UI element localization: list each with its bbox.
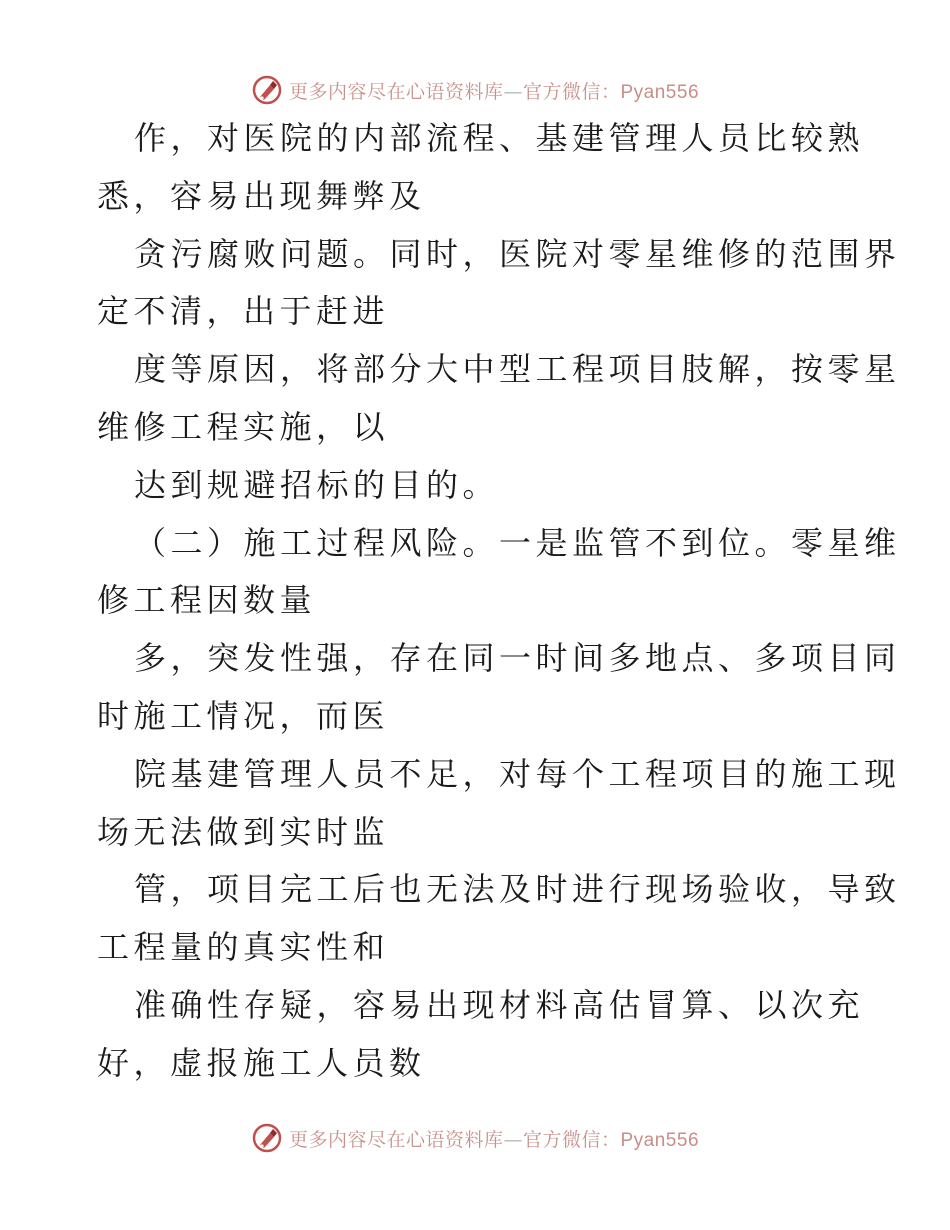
text-line: 维修工程实施，以 bbox=[97, 408, 390, 446]
watermark-wechat-id: Pyan556 bbox=[620, 1129, 700, 1151]
text-line: 工程量的真实性和 bbox=[97, 928, 390, 967]
text-line: 准确性存疑，容易出现材料高估冒算、以次充 bbox=[134, 986, 865, 1024]
text-line: 多，突发性强，存在同一时间多地点、多项目同 bbox=[134, 639, 901, 678]
watermark-text bbox=[289, 1125, 699, 1152]
text-line: 度等原因，将部分大中型工程项目肢解，按零星 bbox=[134, 350, 901, 389]
watermark-site-name: 更多内容尽在心语资料库 bbox=[288, 80, 504, 103]
pen-logo-icon bbox=[251, 74, 283, 106]
text-line: 管，项目完工后也无法及时进行现场验收，导致 bbox=[134, 870, 901, 909]
pen-logo-icon bbox=[251, 1122, 283, 1154]
text-line: 修工程因数量 bbox=[97, 581, 317, 620]
text-line: 场无法做到实时监 bbox=[97, 812, 390, 851]
watermark-separator: — bbox=[503, 80, 523, 103]
text-line: 时施工情况，而医 bbox=[97, 697, 390, 735]
watermark-separator: — bbox=[503, 1128, 523, 1151]
text-line: 贪污腐败问题。同时，医院对零星维修的范围界 bbox=[134, 234, 901, 273]
watermark-text bbox=[289, 77, 699, 104]
text-line: 悉，容易出现舞弊及 bbox=[97, 176, 426, 215]
watermark-site-name: 更多内容尽在心语资料库 bbox=[288, 1128, 504, 1151]
text-line: 作，对医院的内部流程、基建管理人员比较熟 bbox=[134, 119, 865, 157]
text-line: 院基建管理人员不足，对每个工程项目的施工现 bbox=[134, 754, 901, 793]
watermark-wechat-label: 官方微信： bbox=[522, 80, 621, 103]
watermark-header bbox=[0, 70, 950, 110]
text-line: （二）施工过程风险。一是监管不到位。零星维 bbox=[134, 523, 901, 562]
text-line: 达到规避招标的目的。 bbox=[134, 465, 500, 504]
text-line: 好，虚报施工人员数 bbox=[97, 1043, 426, 1082]
watermark-wechat-id: Pyan556 bbox=[620, 81, 700, 103]
watermark-wechat-label: 官方微信： bbox=[522, 1128, 621, 1151]
watermark-footer bbox=[0, 1118, 950, 1158]
text-line: 定不清，出于赶进 bbox=[97, 292, 390, 331]
